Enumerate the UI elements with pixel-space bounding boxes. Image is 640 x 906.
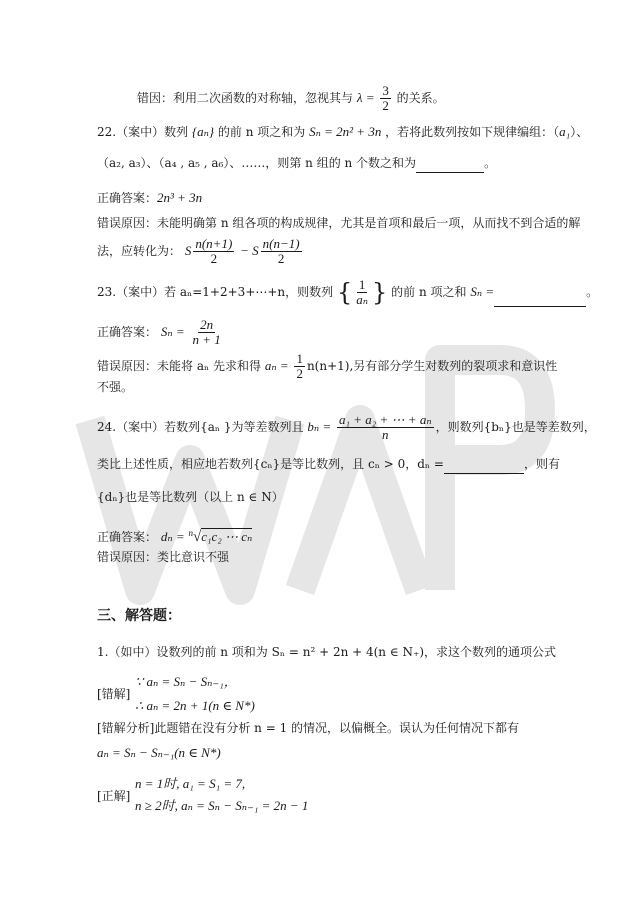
- q24-text-line2: 类比上述性质，相应地若数列{cₙ}是等比数列，且 cₙ > 0，dₙ =: [97, 457, 444, 471]
- q22-label: 22.（案中）数列: [97, 125, 189, 139]
- q24-reason: 错误原因：类比意识不强: [97, 550, 230, 564]
- q23-answer-label: 正确答案：: [97, 325, 158, 339]
- q23-frac-num: 1: [358, 277, 366, 292]
- q22-text-b: 的前 n 项之和为: [217, 125, 306, 139]
- q24-root-index: n: [188, 528, 193, 538]
- q24-question-line1: [97, 413, 596, 442]
- q22-reason-line2: 法，应转化为： S $\frac{n(n+1)}{2}$ − S $\frac{n(n-1)}{2}$: [97, 236, 300, 266]
- p1-wrong-l1: ∵ aₙ = Sₙ − Sₙ₋₁，: [135, 674, 237, 689]
- q23-reason-c: 不强。: [97, 380, 134, 394]
- q23-reason-a: 错误原因：未能将 aₙ 先求和得: [97, 359, 261, 373]
- q23-answer-blank: [494, 306, 586, 307]
- q21-lambda: λ =: [356, 90, 375, 105]
- q21-frac-den: 2: [382, 98, 389, 113]
- p1-wrong-line2: [135, 696, 255, 716]
- q24-frac-num: a₁ + a₂ + ⋯ + aₙ: [338, 412, 432, 427]
- q22-reason2: 法，应转化为：: [97, 244, 182, 258]
- q21-error-text: 错因：利用二次函数的对称轴，忽视其与: [137, 91, 354, 105]
- p1-question-text: 1.（如中）设数列的前 n 项和为 Sₙ = n² + 2n + 4(n ∈ N₊)，求这个数列的通项公式: [97, 645, 557, 659]
- p1-correct-label-text: [正解]: [97, 789, 131, 803]
- q22-frac2-den: 2: [277, 251, 285, 266]
- q24-frac: [337, 413, 434, 442]
- p1-correct-label: [97, 786, 130, 806]
- q24-answer-label: 正确答案：: [97, 530, 158, 544]
- q22-text-c: ，若将此数列按如下规律编组：（: [385, 125, 560, 139]
- q22-text-line2: （a₂, a₃）、（a₄ , a₅ , a₆）、……，则第 n 组的 n 个数之和为: [97, 156, 417, 170]
- p1-correct-line1: [135, 774, 245, 794]
- p1-analysis1: [错解分析]此题错在没有分析 n = 1 的情况，以偏概全。误认为任何情况下都有: [97, 721, 520, 735]
- p1-analysis2: aₙ = Sₙ − Sₙ₋₁(n ∈ N*): [97, 745, 221, 760]
- q23-frac-den: aₙ: [356, 292, 369, 307]
- q23-frac: [354, 278, 370, 307]
- p1-wrong-line1: [135, 672, 237, 692]
- q22-period: 。: [484, 156, 497, 170]
- q23-reason-frac: [294, 352, 305, 381]
- p1-wrong-label-text: [错解]: [97, 687, 131, 701]
- q23-question-line: 23.（案中）若 aₙ=1+2+3+⋯+n，则数列 { $\frac{1}{\text{aₙ}}$ } 的前 n 项之和 Sₙ = 。: [97, 277, 599, 307]
- q22-answer-line: [97, 188, 202, 208]
- q22-text-d: ）、: [570, 125, 589, 139]
- q23-text-b: 的前 n 项之和: [391, 285, 467, 299]
- q24-text-a: 24.（案中）若数列{aₙ }为等差数列且: [97, 420, 304, 434]
- p1-wrong-l2: ∴ aₙ = 2n + 1(n ∈ N*): [135, 698, 255, 713]
- p1-wrong-label: [97, 684, 130, 704]
- q24-reason-line: [97, 547, 229, 567]
- q23-period: 。: [586, 285, 599, 299]
- p1-correct-line2: [135, 796, 308, 816]
- q23-answer-frac: [190, 318, 222, 347]
- q22-reason1: 错误原因：未能明确第 n 组各项的构成规律，尤其是首项和最后一项，从而找不到合适的解: [97, 216, 581, 230]
- q23-sn: Sₙ =: [470, 284, 495, 299]
- q24-text-b: ，则数列{bₙ}也是等差数列，: [435, 420, 596, 434]
- q24-answer-line: 正确答案： dₙ = $^n$√c₁c₂ ⋯ cₙ: [97, 528, 253, 545]
- q24-question-line2: [97, 454, 560, 474]
- section3-heading-text: 三、解答题：: [97, 608, 181, 624]
- q23-ans-den: n + 1: [192, 332, 221, 347]
- q23-reason-line2: [97, 377, 133, 397]
- q22-question-line2: [97, 153, 496, 173]
- p1-correct-l2: n ≥ 2时, aₙ = Sₙ − Sₙ₋₁ = 2n − 1: [135, 798, 309, 813]
- q24-text-line3: {dₙ}也是等比数列（以上 n ∈ N）: [97, 490, 284, 504]
- p1-correct-l1: n = 1时, a₁ = S₁ = 7,: [135, 776, 246, 791]
- q23-reason-frac-den: 2: [296, 366, 303, 381]
- q23-reason-b: n(n+1),另有部分学生对数列的裂项求和意识性: [306, 359, 558, 373]
- p1-analysis-line2: [97, 743, 221, 763]
- q24-bn: bₙ =: [307, 419, 332, 434]
- q23-answer-line: [97, 318, 225, 347]
- q21-frac-num: 3: [382, 83, 389, 98]
- q23-answer-lhs: Sₙ =: [160, 324, 185, 339]
- p1-question-line: [97, 642, 556, 662]
- section3-heading: [97, 606, 181, 626]
- q24-text-line2b: ，则有: [523, 457, 560, 471]
- q22-frac2: [261, 237, 302, 266]
- q21-error-line: [137, 84, 445, 113]
- q23-reason-frac-num: 1: [296, 351, 303, 366]
- q22-frac2-num: n(n−1): [262, 236, 300, 251]
- q24-answer-lhs: dₙ =: [160, 529, 185, 544]
- p1-analysis-line1: [97, 718, 519, 738]
- q22-answer: 2n³ + 3n: [157, 190, 203, 205]
- q22-reason-line1: [97, 213, 580, 233]
- q22-a1: a₁: [559, 124, 571, 139]
- q24-radicand: c₁c₂ ⋯ cₙ: [201, 529, 253, 544]
- q24-question-line3: [97, 487, 284, 507]
- q24-frac-den: n: [382, 427, 389, 442]
- q21-fraction: [380, 84, 391, 113]
- q22-frac1-num: n(n+1): [195, 236, 233, 251]
- q22-seq: {aₙ}: [191, 124, 215, 139]
- q22-answer-blank: [416, 172, 484, 173]
- q21-suffix: 的关系。: [396, 91, 445, 105]
- q23-reason-line: [97, 352, 557, 381]
- q22-question-line1: [97, 122, 588, 142]
- q22-frac1-den: 2: [210, 251, 218, 266]
- q22-frac1: [193, 237, 234, 266]
- q24-answer-blank: [444, 473, 524, 474]
- q23-ans-num: 2n: [200, 317, 214, 332]
- q22-formula: Sₙ = 2n² + 3n: [309, 124, 382, 139]
- q22-answer-label: 正确答案：: [97, 191, 158, 205]
- q23-reason-an: aₙ =: [264, 358, 289, 373]
- q23-text-a: 23.（案中）若 aₙ=1+2+3+⋯+n，则数列: [97, 285, 334, 299]
